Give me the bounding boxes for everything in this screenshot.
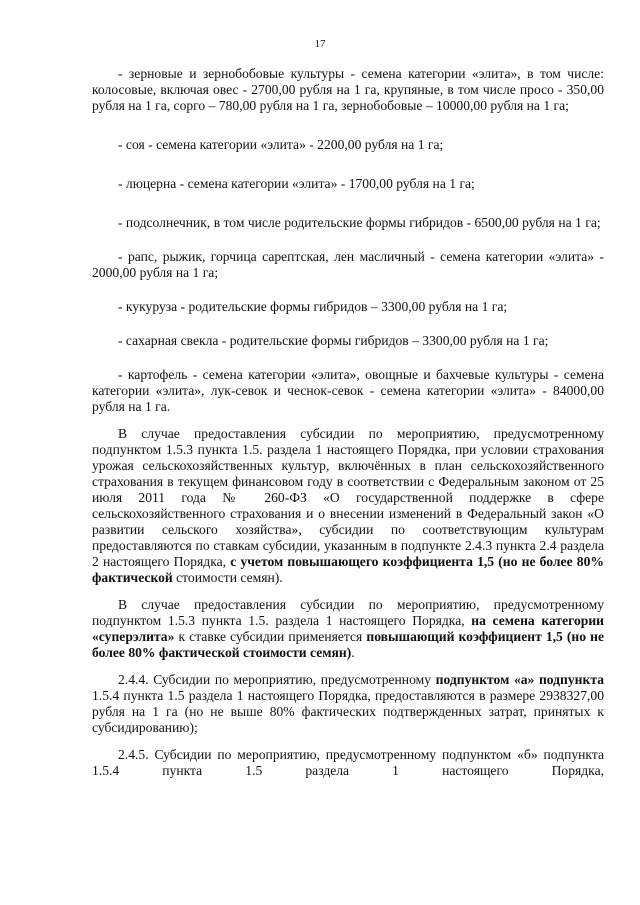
paragraph-corn: - кукуруза - родительские формы гибридов – 3300,00 рубля на 1 га; [118,299,508,314]
paragraph-text: стоимости семян). [172,570,283,585]
paragraph-potato: - картофель - семена категории «элита», овощные и бахчевые культуры - семена категории «элита», лук-севок и чеснок-севок - семена категории «элита» - 84000,00 рубля на 1 га. [92,367,604,414]
document-body [92,66,604,779]
paragraph-superelite-coefficient [92,597,604,661]
paragraph-grain-crops: - зерновые и зернобобовые культуры - семена категории «элита», в том числе: колосовые, включая овес - 2700,00 рубля на 1 га, крупяные, в том числе просо - 350,00 рубля на 1 га, сорго – 780,00 рубля на 1 га, зернобобовые – 10000,00 рубля на 1 га; [92,66,604,113]
bold-text: на семена категории «суперэлита» [92,613,604,644]
paragraph-text: В случае предоставления субсидии по мероприятию, предусмотренному подпунктом 1.5.3 пункта 1.5. раздела 1 настоящего Порядка, при условии страхования урожая сельскохозяйственных культур, включённых в план сельскохозяйственного страхования в текущем финансовом году в соответствии с Федеральным законом от 25 июля 2011 года № 260-ФЗ «О государственной поддержке в сфере сельскохозяйственного страхования и о внесении изменений в Федеральный закон «О развитии сельского хозяйства», субсидии по соответствующим культурам предоставляются по ставкам субсидии, указанным в подпункте 2.4.3 пункта 2.4 раздела 2 настоящего Порядка, [92,426,604,569]
paragraph-alfalfa: - люцерна - семена категории «элита» - 1700,00 рубля на 1 га; [118,176,475,191]
page-number: 17 [314,38,326,50]
paragraph-text: В случае предоставления субсидии по мероприятию, предусмотренному подпунктом 1.5.3 пункта 1.5. раздела 1 настоящего Порядка, [92,597,604,628]
paragraph-2-4-4 [92,672,604,736]
paragraph-text: 1.5.4 пункта 1.5 раздела 1 настоящего Порядка, предоставляются в размере 2938327,00 рубля на 1 га (но не выше 80% фактических подтвержденных затрат, принятых к субсидированию); [92,688,604,735]
paragraph-soy: - соя - семена категории «элита» - 2200,00 рубля на 1 га; [118,137,444,152]
bold-text: подпунктом «а» подпункта [435,672,604,687]
paragraph-sunflower: - подсолнечник, в том числе родительские формы гибридов - 6500,00 рубля на 1 га; [118,215,601,230]
paragraph-2-4-5: 2.4.5. Субсидии по мероприятию, предусмотренному подпунктом «б» подпункта 1.5.4 пункта 1.5 раздела 1 настоящего Порядка, [92,747,604,778]
paragraph-text: . [351,645,355,660]
paragraph-insurance-coefficient [92,426,604,586]
bold-text: с учетом повышающего коэффициента 1,5 (но не более 80% фактической [92,554,604,585]
paragraph-sugar-beet: - сахарная свекла - родительские формы гибридов – 3300,00 рубля на 1 га; [118,333,549,348]
paragraph-text: 2.4.4. Субсидии по мероприятию, предусмотренному [118,672,436,687]
paragraph-text: к ставке субсидии применяется [174,629,367,644]
bold-text: повышающий коэффициент 1,5 (но не более 80% фактической стоимости семян) [92,629,604,660]
paragraph-rapeseed: - рапс, рыжик, горчица сарептская, лен масличный - семена категории «элита» - 2000,00 рубля на 1 га; [92,249,604,280]
